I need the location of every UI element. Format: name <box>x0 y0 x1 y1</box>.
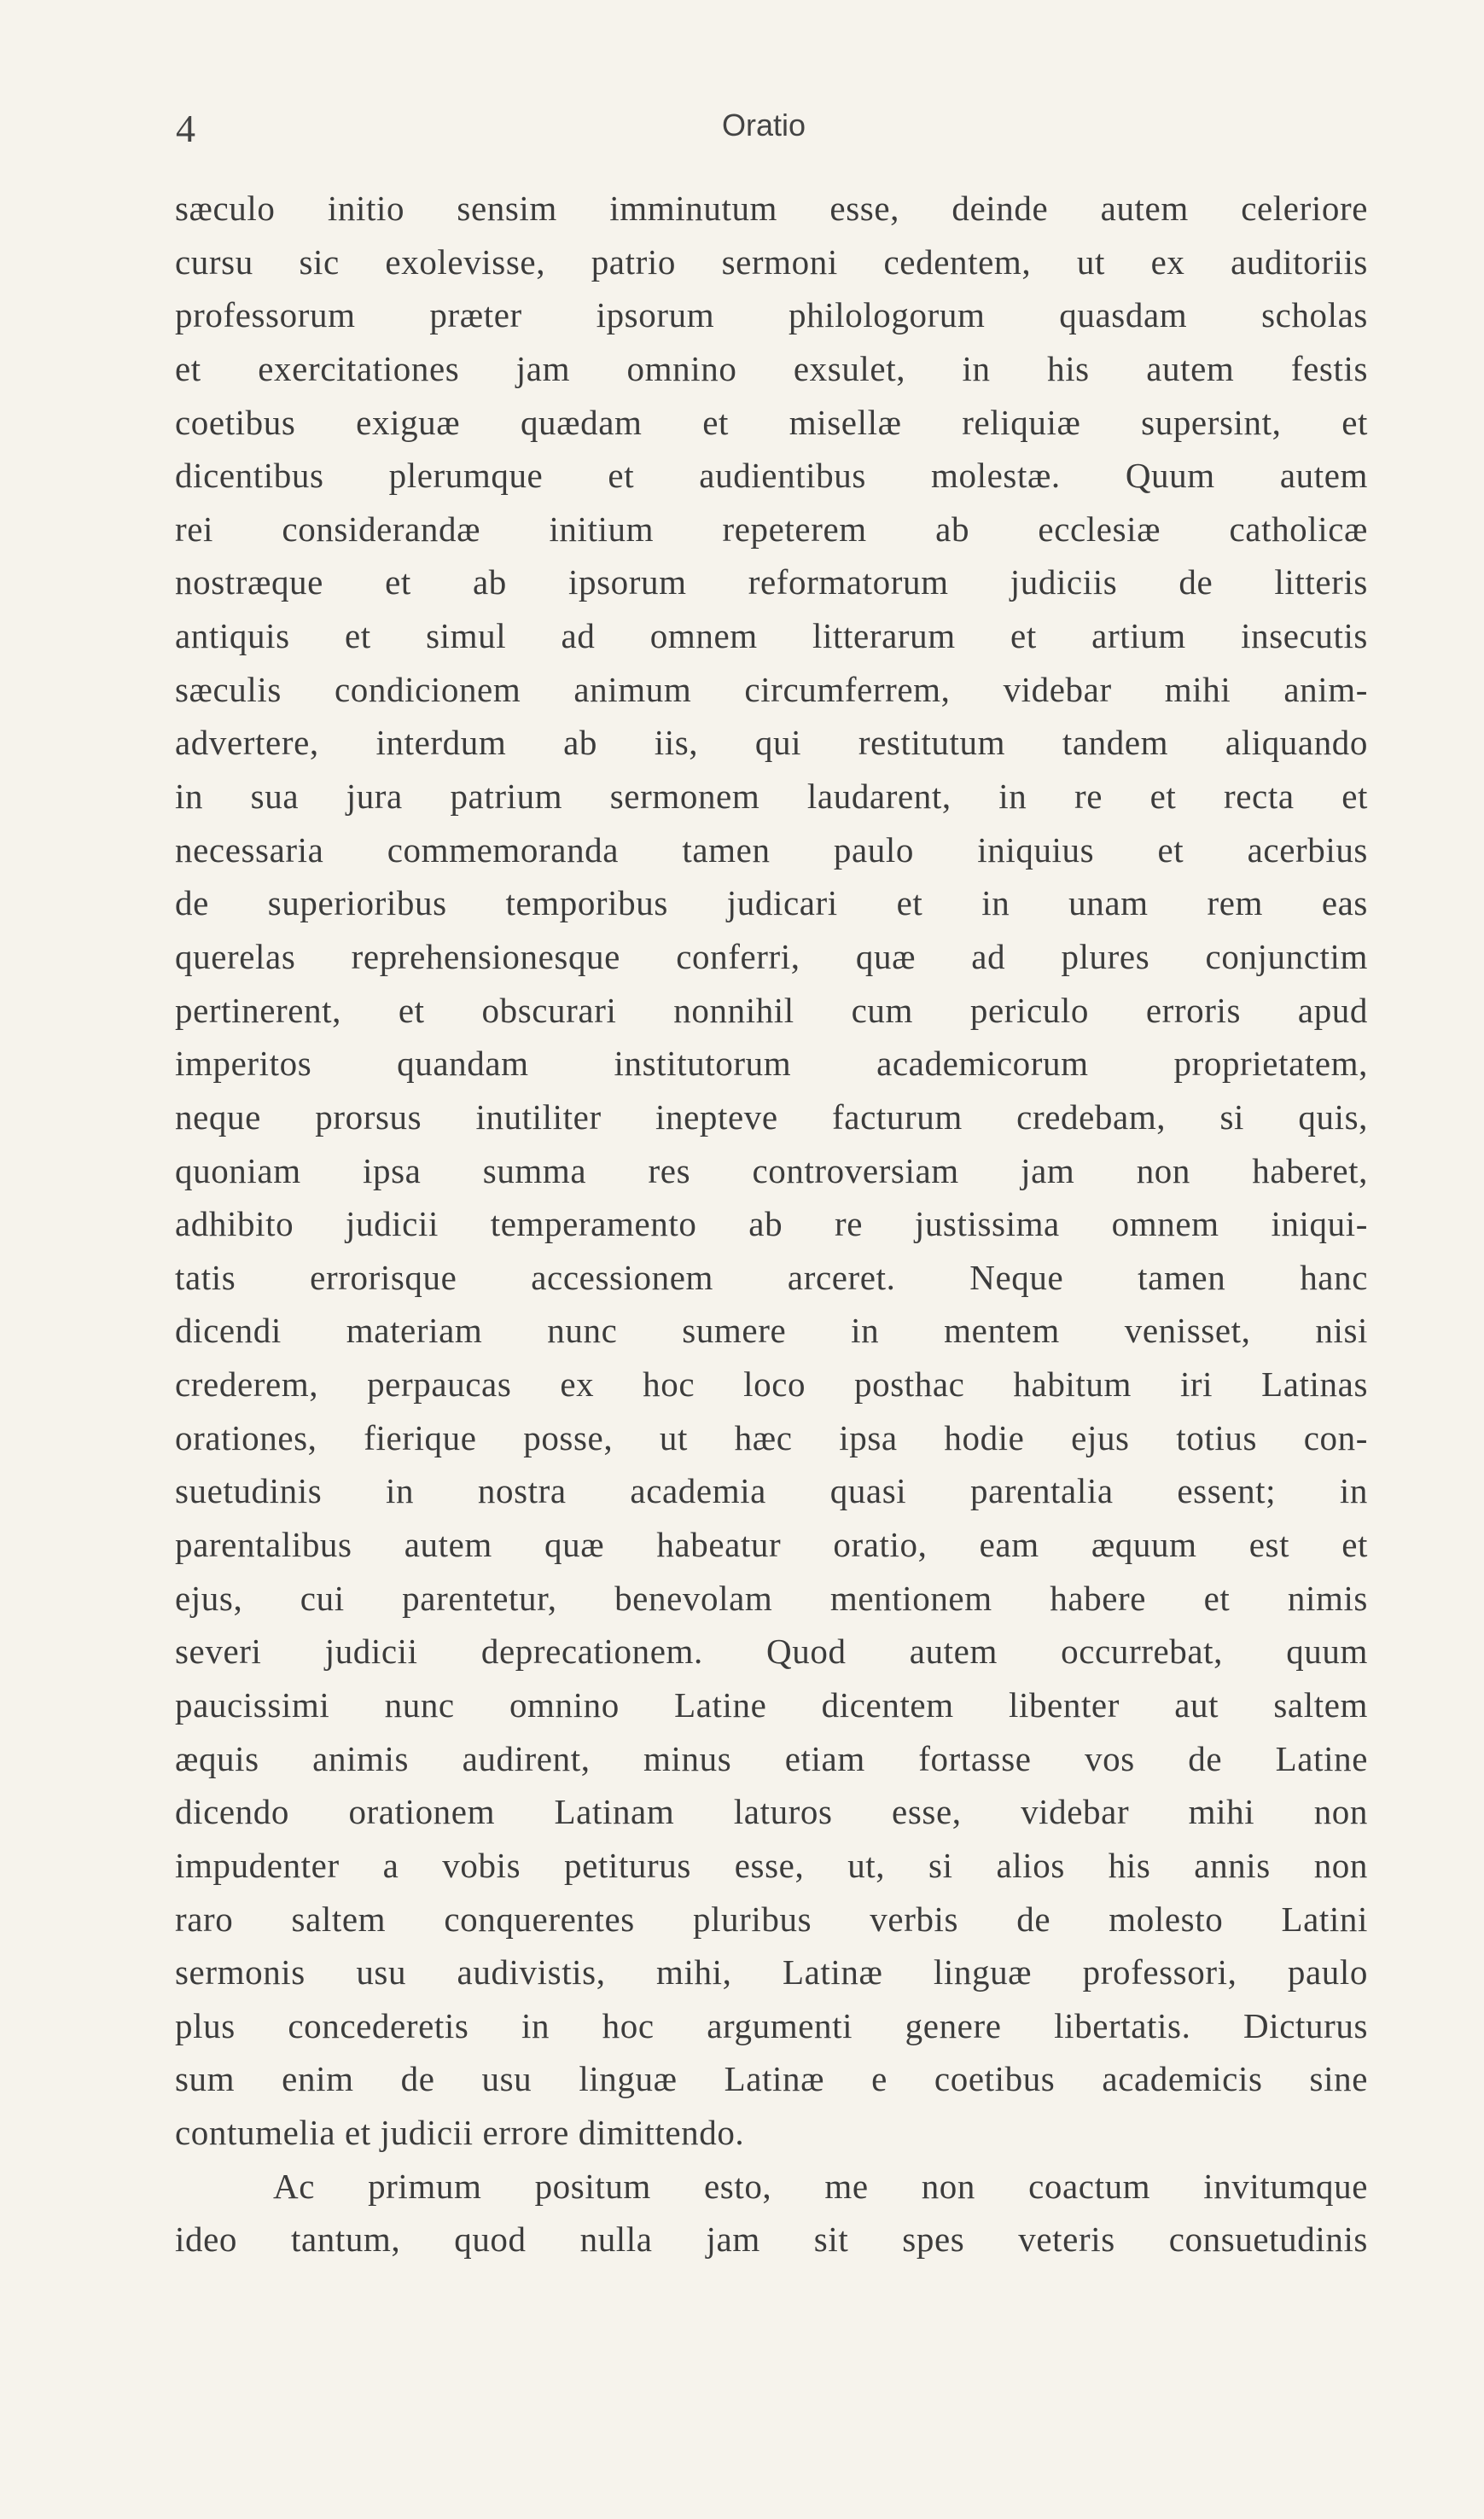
text-line: dicendi materiam nunc sumere in mentem venisset, nisi <box>175 1311 1368 1351</box>
running-title: Oratio <box>722 108 806 143</box>
text-line: in sua jura patrium sermonem laudarent, in re et recta et <box>175 777 1368 817</box>
text-line: sum enim de usu linguæ Latinæ e coetibus academicis sine <box>175 2059 1368 2099</box>
text-line: sæculis condicionem animum circumferrem, videbar mihi anim- <box>175 669 1368 709</box>
text-line: sæculo initio sensim imminutum esse, deinde autem celeriore <box>175 189 1368 228</box>
text-line: severi judicii deprecationem. Quod autem occurrebat, quum <box>175 1632 1368 1672</box>
text-line: rei considerandæ initium repeterem ab ecclesiæ catholicæ <box>175 509 1368 549</box>
text-line: orationes, fierique posse, ut hæc ipsa hodie ejus totius con- <box>175 1417 1368 1457</box>
text-line: dicendo orationem Latinam laturos esse, videbar mihi non <box>175 1792 1368 1832</box>
text-line: necessaria commemoranda tamen paulo iniquius et acerbius <box>175 829 1368 870</box>
paragraph-start-line: Ac primum positum esto, me non coactum invitumque <box>273 2166 1368 2206</box>
text-line: tatis errorisque accessionem arceret. Neque tamen hanc <box>175 1257 1368 1297</box>
text-line: professorum præter ipsorum philologorum quasdam scholas <box>175 295 1368 335</box>
text-line: antiquis et simul ad omnem litterarum et artium insecutis <box>175 616 1368 656</box>
text-line: quoniam ipsa summa res controversiam jam non haberet, <box>175 1150 1368 1190</box>
page-number: 4 <box>176 107 195 150</box>
running-head <box>176 106 1371 157</box>
text-line: querelas reprehensionesque conferri, quæ ad plures conjunctim <box>175 936 1368 976</box>
text-line: dicentibus plerumque et audientibus molestæ. Quum autem <box>175 456 1368 496</box>
text-line: advertere, interdum ab iis, qui restitutum tandem aliquando <box>175 723 1368 763</box>
text-line: nostræque et ab ipsorum reformatorum judiciis de litteris <box>175 562 1368 602</box>
text-line: imperitos quandam institutorum academicorum proprietatem, <box>175 1044 1368 1084</box>
text-line: parentalibus autem quæ habeatur oratio, eam æquum est et <box>175 1525 1368 1565</box>
text-line: cursu sic exolevisse, patrio sermoni cedentem, ut ex auditoriis <box>175 241 1368 282</box>
text-line: neque prorsus inutiliter inepteve facturum credebam, si quis, <box>175 1097 1368 1137</box>
text-line: ejus, cui parentetur, benevolam mentionem habere et nimis <box>175 1578 1368 1618</box>
text-line: adhibito judicii temperamento ab re justissima omnem iniqui- <box>175 1204 1368 1244</box>
text-line: paucissimi nunc omnino Latine dicentem libenter aut saltem <box>175 1684 1368 1725</box>
body-text <box>175 182 1368 2266</box>
text-line: de superioribus temporibus judicari et in unam rem eas <box>175 883 1368 923</box>
text-line: raro saltem conquerentes pluribus verbis de molesto Latini <box>175 1899 1368 1939</box>
paragraph-end-line: contumelia et judicii errore dimittendo. <box>175 2113 745 2153</box>
text-line: sermonis usu audivistis, mihi, Latinæ linguæ professori, paulo <box>175 1952 1368 1993</box>
text-line: pertinerent, et obscurari nonnihil cum periculo erroris apud <box>175 990 1368 1030</box>
text-line: suetudinis in nostra academia quasi parentalia essent; in <box>175 1471 1368 1511</box>
text-line: coetibus exiguæ quædam et misellæ reliquiæ supersint, et <box>175 402 1368 442</box>
text-line: ideo tantum, quod nulla jam sit spes veteris consuetudinis <box>175 2219 1368 2260</box>
text-line: et exercitationes jam omnino exsulet, in his autem festis <box>175 348 1368 388</box>
text-line: æquis animis audirent, minus etiam fortasse vos de Latine <box>175 1738 1368 1778</box>
text-line: crederem, perpaucas ex hoc loco posthac habitum iri Latinas <box>175 1364 1368 1405</box>
text-line: impudenter a vobis petiturus esse, ut, si alios his annis non <box>175 1845 1368 1885</box>
text-line: plus concederetis in hoc argumenti genere libertatis. Dicturus <box>175 2005 1368 2045</box>
